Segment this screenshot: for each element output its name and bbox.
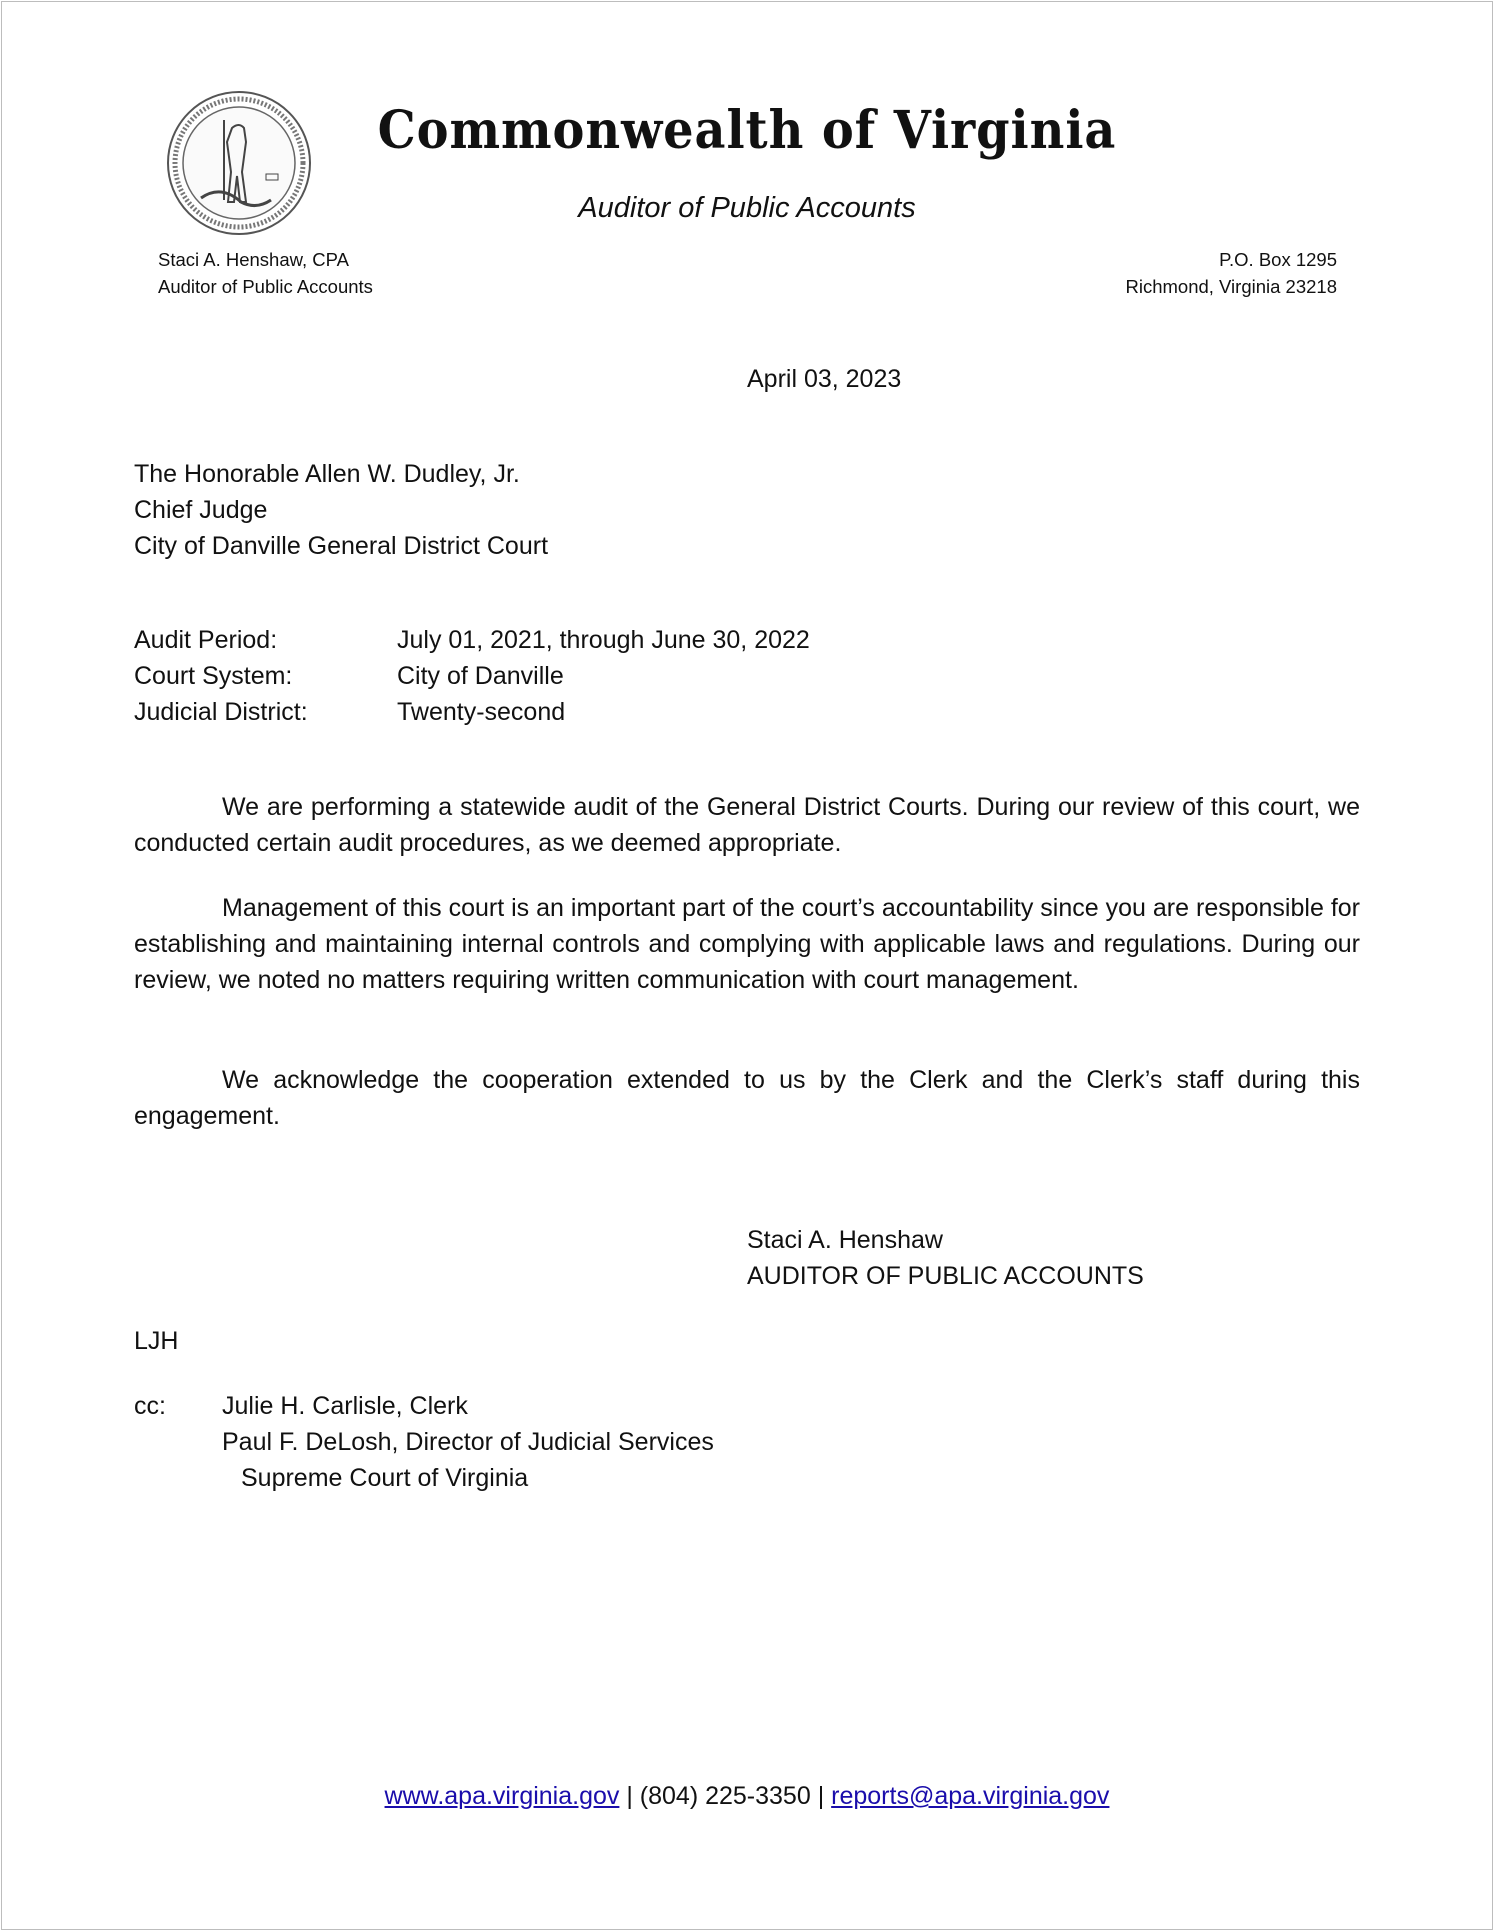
address-line-1: P.O. Box 1295 — [1219, 249, 1337, 270]
audit-period-value: July 01, 2021, through June 30, 2022 — [397, 626, 810, 654]
letterhead-subtitle: Auditor of Public Accounts — [578, 192, 916, 224]
addressee-name: The Honorable Allen W. Dudley, Jr. — [134, 460, 520, 488]
cc-label: cc: — [134, 1392, 166, 1420]
addressee-title: Chief Judge — [134, 496, 268, 524]
addressee-court: City of Danville General District Court — [134, 532, 549, 560]
footer-separator: | — [619, 1782, 640, 1810]
address-line-2: Richmond, Virginia 23218 — [1125, 276, 1337, 297]
court-system-label: Court System: — [134, 662, 293, 690]
court-system-value: City of Danville — [397, 662, 564, 690]
paragraph-2: Management of this court is an important part of the court’s accountability since you are responsible for establishing and maintaining internal controls and complying with applicable laws and regulations. During our review, we noted no matters requiring written communication with court management. — [134, 894, 1360, 994]
auditor-name: Staci A. Henshaw, CPA — [158, 249, 349, 270]
judicial-district-label: Judicial District: — [134, 698, 308, 726]
cc-line-3: Supreme Court of Virginia — [241, 1464, 529, 1492]
judicial-district-value: Twenty-second — [397, 698, 566, 726]
paragraph-3: We acknowledge the cooperation extended to us by the Clerk and the Clerk’s staff during this engagement. — [134, 1066, 1360, 1130]
auditor-title: Auditor of Public Accounts — [158, 276, 373, 297]
signature-name: Staci A. Henshaw — [747, 1226, 943, 1254]
cc-line-2: Paul F. DeLosh, Director of Judicial Services — [222, 1428, 714, 1456]
website-link[interactable]: www.apa.virginia.gov — [384, 1782, 620, 1810]
email-link[interactable]: reports@apa.virginia.gov — [831, 1782, 1110, 1810]
letter-date: April 03, 2023 — [747, 365, 902, 393]
footer — [0, 1778, 1494, 1814]
signature-title: AUDITOR OF PUBLIC ACCOUNTS — [747, 1262, 1144, 1290]
phone-number: (804) 225-3350 — [639, 1782, 811, 1810]
letterhead-title: Commonwealth of Virginia — [377, 100, 1117, 161]
cc-line-1: Julie H. Carlisle, Clerk — [222, 1392, 468, 1420]
audit-period-label: Audit Period: — [134, 626, 278, 654]
initials: LJH — [134, 1327, 179, 1355]
footer-separator: | — [810, 1782, 832, 1810]
paragraph-1: We are performing a statewide audit of the General District Courts. During our review of this court, we conducted certain audit procedures, as we deemed appropriate. — [134, 793, 1360, 857]
